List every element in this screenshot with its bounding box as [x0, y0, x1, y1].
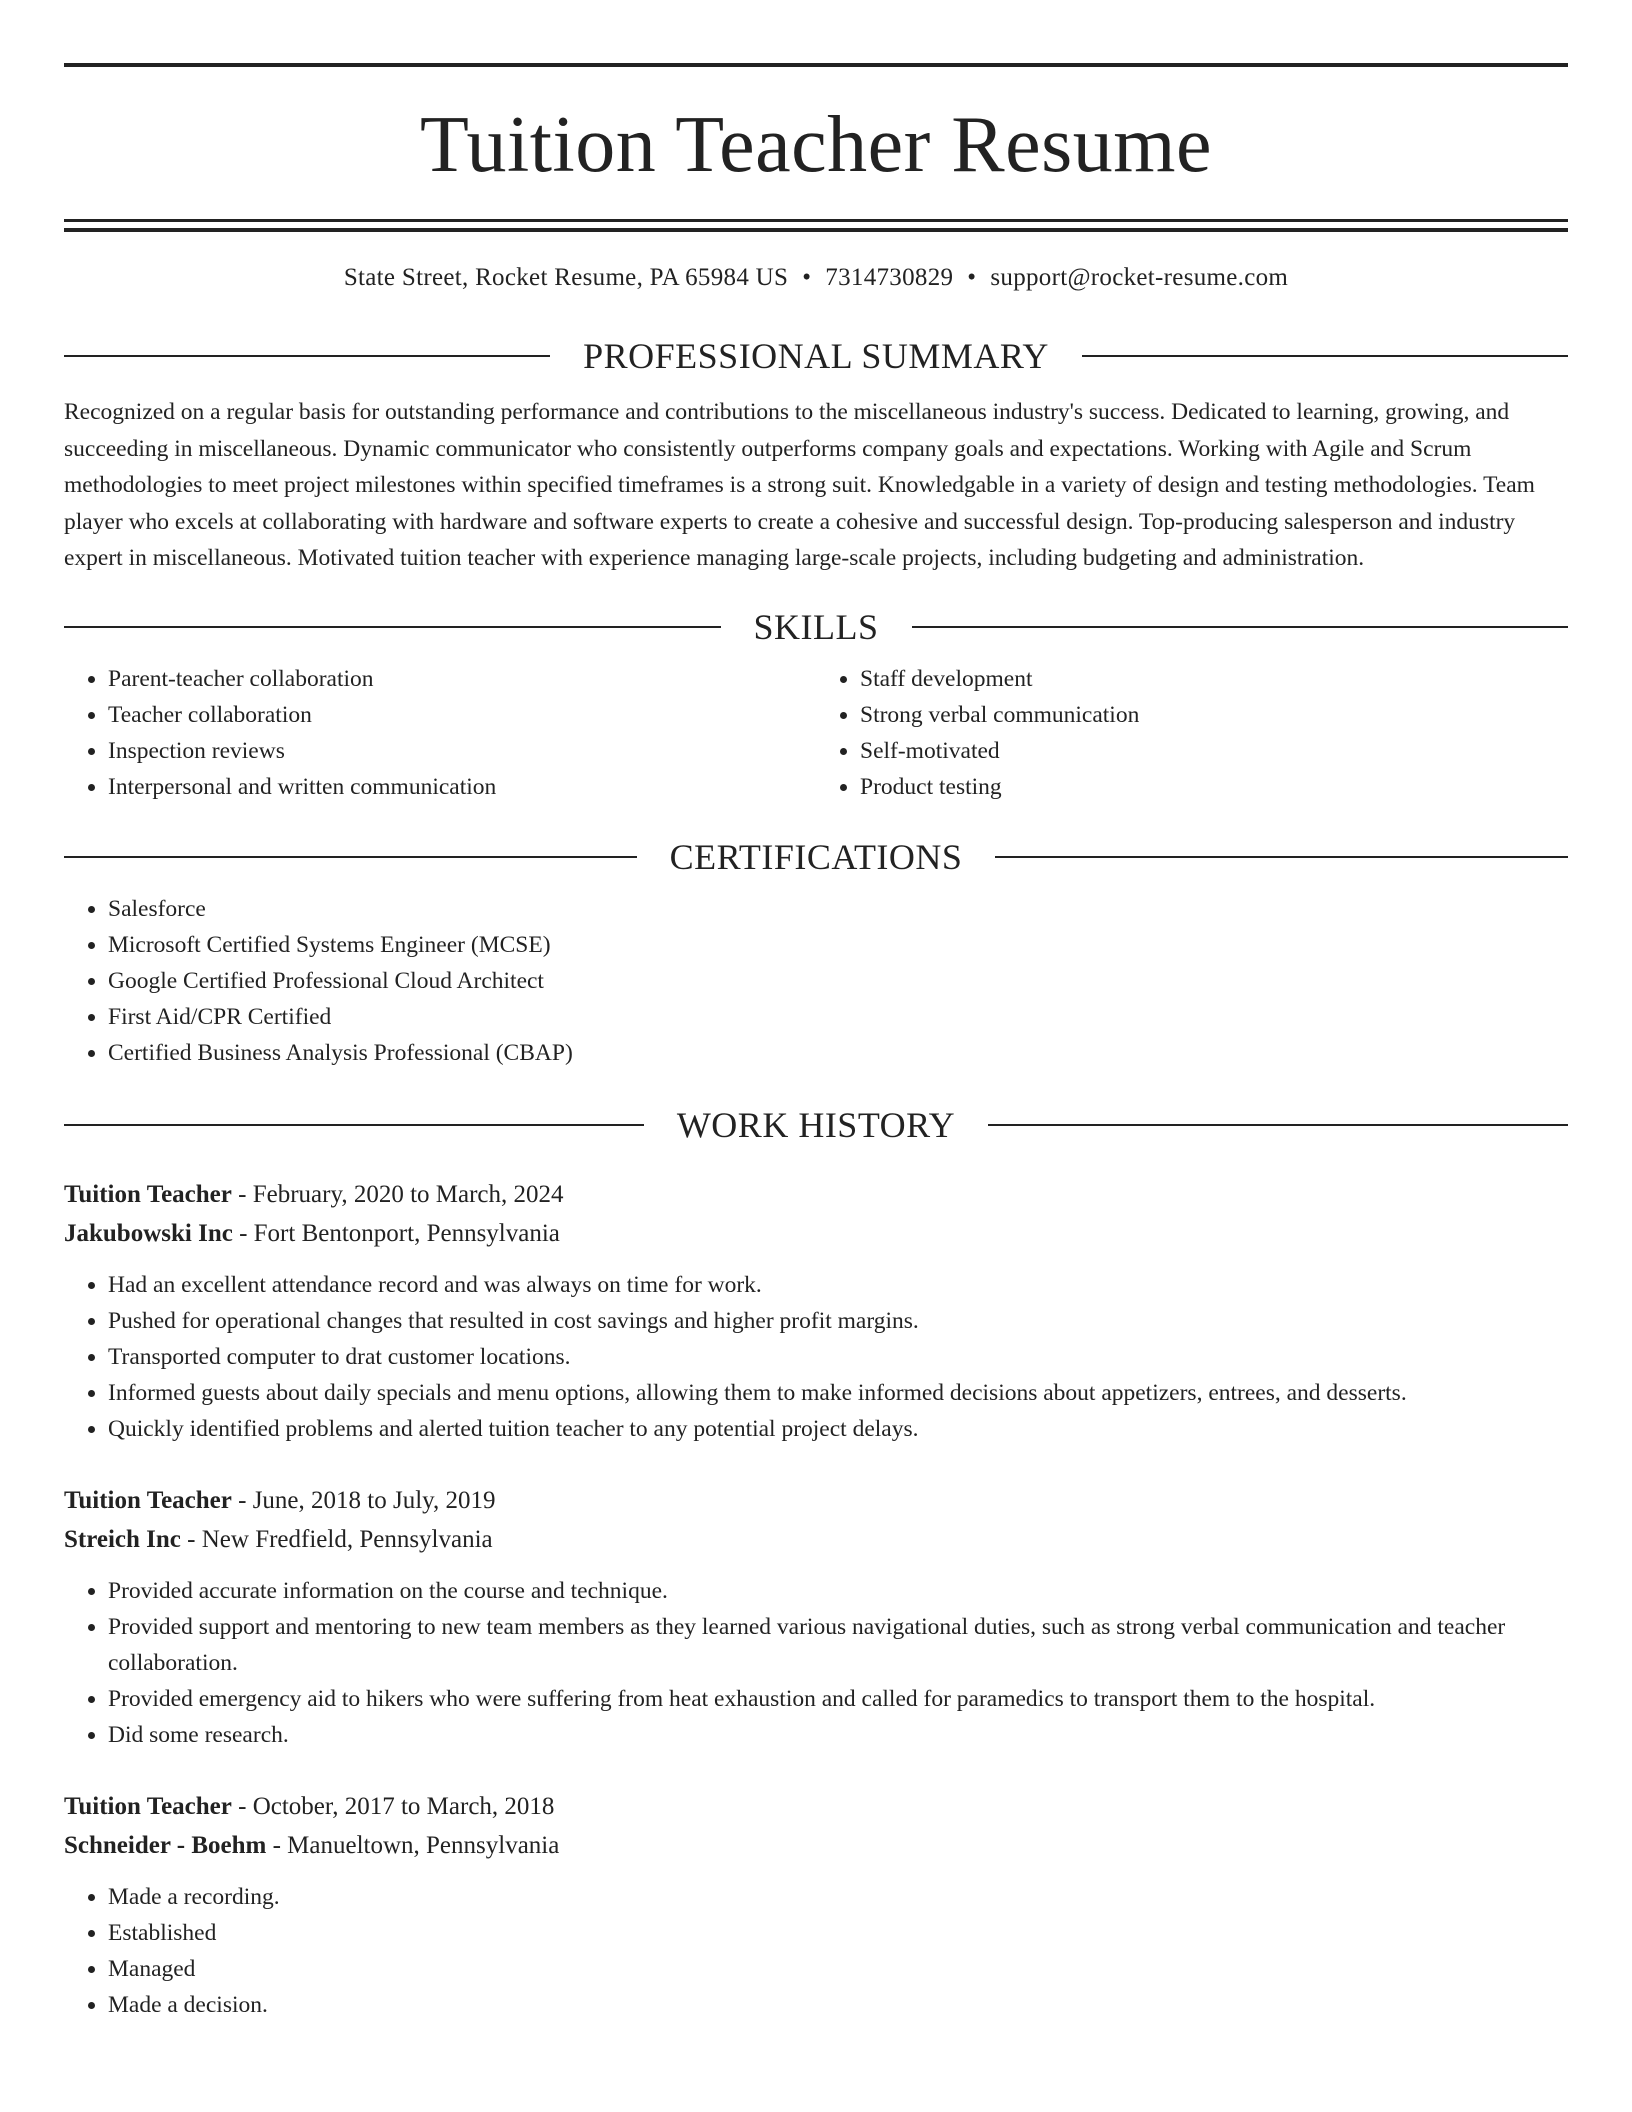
heading-rule-left	[64, 1124, 644, 1126]
skill-item: • Interpersonal and written communication	[108, 769, 816, 805]
job-entry	[64, 1175, 1568, 1447]
heading-rule-right	[988, 1124, 1568, 1126]
job-bullets	[64, 1267, 1568, 1447]
job-bullet: • Made a recording.	[108, 1879, 1568, 1915]
job-dates: June, 2018 to July, 2019	[252, 1486, 496, 1514]
job-dates: October, 2017 to March, 2018	[252, 1792, 555, 1820]
skills-list-right	[816, 661, 1568, 805]
certification-item: • Microsoft Certified Systems Engineer (MCSE)	[108, 927, 1568, 963]
job-title: Tuition Teacher	[64, 1486, 232, 1514]
job-dash: -	[232, 1219, 254, 1247]
job-bullets	[64, 1573, 1568, 1753]
contact-phone: 7314730829	[825, 264, 954, 291]
job-entry	[64, 1787, 1568, 2023]
job-title-line	[64, 1175, 1568, 1214]
contact-separator: •	[802, 264, 812, 291]
section-heading-skills	[64, 605, 1568, 649]
page-title: Tuition Teacher Resume	[420, 101, 1212, 189]
job-dates: February, 2020 to March, 2024	[252, 1180, 564, 1208]
job-dash: -	[231, 1180, 253, 1208]
job-company: Schneider - Boehm	[64, 1831, 267, 1859]
skill-item: • Staff development	[860, 661, 1568, 697]
section-heading-work-history	[64, 1103, 1568, 1147]
title-double-rule	[64, 219, 1568, 232]
job-dash: -	[231, 1792, 253, 1820]
resume-page	[64, 0, 1568, 2023]
section-title: CERTIFICATIONS	[669, 836, 963, 877]
job-bullet: • Provided accurate information on the course and technique.	[108, 1573, 1568, 1609]
heading-rule-left	[64, 626, 721, 628]
skill-item: • Inspection reviews	[108, 733, 816, 769]
contact-line	[64, 262, 1568, 294]
skill-item: • Strong verbal communication	[860, 697, 1568, 733]
job-bullet: • Did some research.	[108, 1717, 1568, 1753]
top-rule	[64, 63, 1568, 67]
job-location: Manueltown, Pennsylvania	[287, 1831, 560, 1859]
job-bullet: • Provided emergency aid to hikers who were suffering from heat exhaustion and called for paramedics to transport them to the hospital.	[108, 1681, 1568, 1717]
certification-item: • First Aid/CPR Certified	[108, 999, 1568, 1035]
heading-rule-right	[912, 626, 1569, 628]
skills-grid	[64, 661, 1568, 805]
job-bullet: • Managed	[108, 1951, 1568, 1987]
job-title: Tuition Teacher	[64, 1792, 232, 1820]
job-company-line	[64, 1826, 1568, 1865]
contact-email: support@rocket-resume.com	[990, 264, 1289, 291]
skill-item: • Self-motivated	[860, 733, 1568, 769]
skill-item: • Product testing	[860, 769, 1568, 805]
heading-rule-right	[1082, 355, 1568, 357]
skill-item: • Parent-teacher collaboration	[108, 661, 816, 697]
certification-item: • Google Certified Professional Cloud Architect	[108, 963, 1568, 999]
job-bullet: • Transported computer to drat customer locations.	[108, 1339, 1568, 1375]
certification-item: • Certified Business Analysis Professional (CBAP)	[108, 1035, 1568, 1071]
job-bullet: • Provided support and mentoring to new team members as they learned various navigational duties, such as strong verbal communication and teacher collaboration.	[108, 1609, 1568, 1681]
job-company: Streich Inc	[64, 1525, 181, 1553]
heading-rule-right	[995, 856, 1568, 858]
certifications-list	[64, 891, 1568, 1071]
certification-item: • Salesforce	[108, 891, 1568, 927]
job-bullets	[64, 1879, 1568, 2023]
job-title: Tuition Teacher	[64, 1180, 232, 1208]
job-bullet: • Established	[108, 1915, 1568, 1951]
job-bullet: • Informed guests about daily specials and menu options, allowing them to make informed decisions about appetizers, entrees, and desserts.	[108, 1375, 1568, 1411]
skills-list-left	[64, 661, 816, 805]
job-entry	[64, 1481, 1568, 1753]
job-dash: -	[180, 1525, 202, 1553]
summary-text: Recognized on a regular basis for outstanding performance and contributions to the miscellaneous industry's success. Dedicated to learning, growing, and succeeding in miscellaneous. Dynamic communicator who consistently outperforms company goals and expectations. Working with Agile and Scrum methodologies to meet project milestones within specified timeframes is a strong suit. Knowledgable in a variety of design and testing methodologies. Team player who excels at collaborating with hardware and software experts to create a cohesive and successful design. Top-producing salesperson and industry expert in miscellaneous. Motivated tuition teacher with experience managing large-scale projects, including budgeting and administration.	[64, 399, 1535, 571]
job-company-line	[64, 1214, 1568, 1253]
job-dash: -	[266, 1831, 288, 1859]
section-title: WORK HISTORY	[676, 1104, 956, 1145]
section-heading-summary	[64, 334, 1568, 378]
job-title-line	[64, 1787, 1568, 1826]
job-location: New Fredfield, Pennsylvania	[201, 1525, 493, 1553]
job-company: Jakubowski Inc	[64, 1219, 233, 1247]
job-company-line	[64, 1520, 1568, 1559]
heading-rule-left	[64, 856, 637, 858]
job-location: Fort Bentonport, Pennsylvania	[253, 1219, 560, 1247]
job-bullet: • Quickly identified problems and alerted tuition teacher to any potential project delays.	[108, 1411, 1568, 1447]
skill-item: • Teacher collaboration	[108, 697, 816, 733]
section-title: SKILLS	[753, 606, 879, 647]
job-dash: -	[231, 1486, 253, 1514]
section-heading-certifications	[64, 835, 1568, 879]
job-title-line	[64, 1481, 1568, 1520]
contact-address: State Street, Rocket Resume, PA 65984 US	[343, 264, 789, 291]
job-bullet: • Pushed for operational changes that resulted in cost savings and higher profit margins.	[108, 1303, 1568, 1339]
heading-rule-left	[64, 355, 550, 357]
job-bullet: • Made a decision.	[108, 1987, 1568, 2023]
job-bullet: • Had an excellent attendance record and was always on time for work.	[108, 1267, 1568, 1303]
section-title: PROFESSIONAL SUMMARY	[583, 336, 1049, 376]
contact-separator: •	[967, 264, 977, 291]
